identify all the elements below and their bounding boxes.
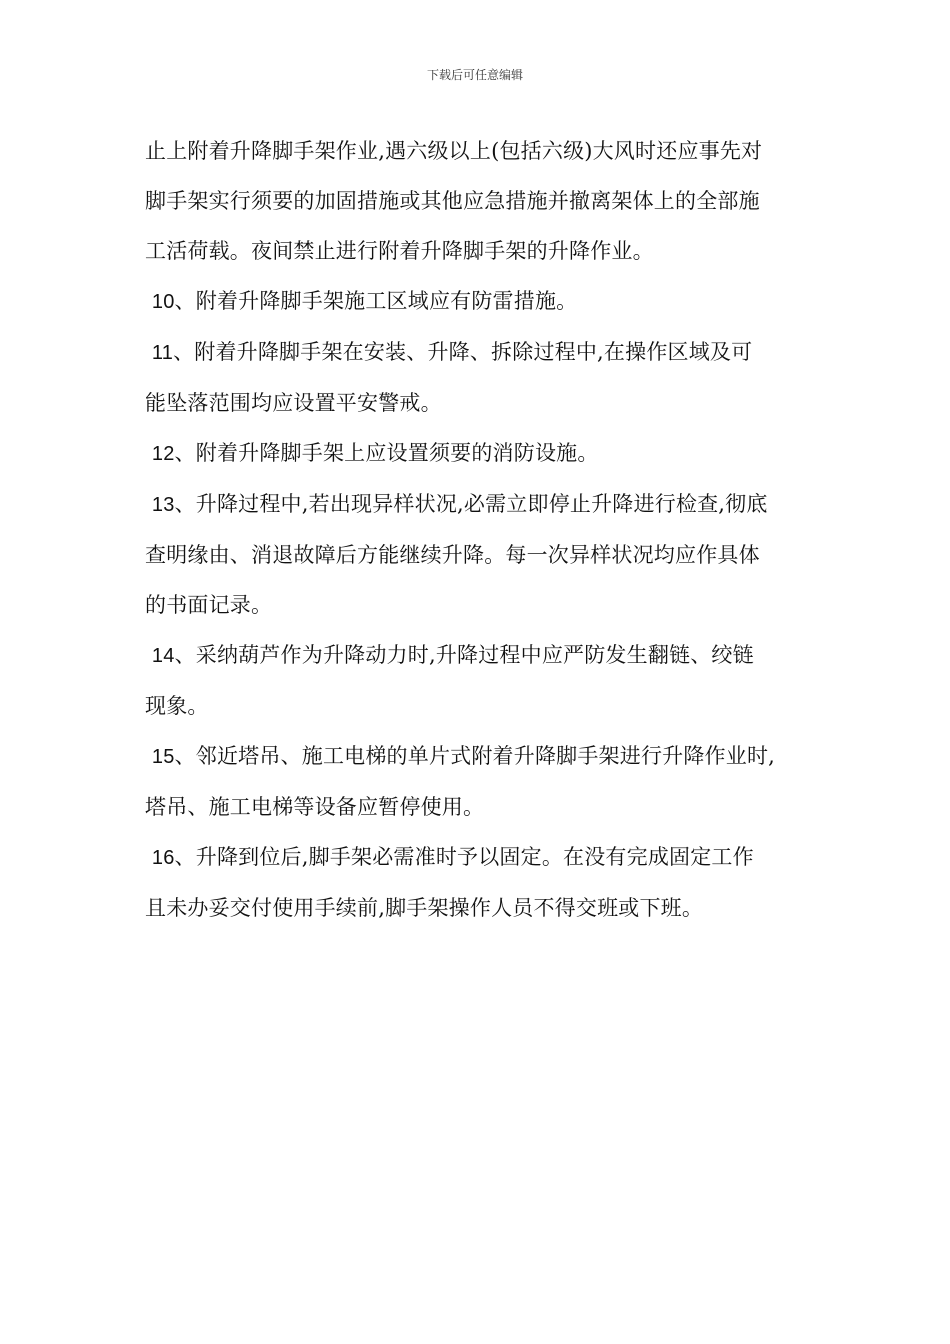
item-text: 、附着升降脚手架在安装、升降、拆除过程中,在操作区域及可 (173, 340, 753, 364)
paragraph-line (145, 428, 813, 479)
paragraph-line: 能坠落范围均应设置平安警戒。 (145, 391, 442, 415)
paragraph-line: 且未办妥交付使用手续前,脚手架操作人员不得交班或下班。 (145, 896, 704, 920)
item-number: 12 (151, 443, 175, 465)
paragraph-line: 塔吊、施工电梯等设备应暂停使用。 (145, 795, 485, 819)
page-header: 下载后可任意编辑 (426, 68, 523, 82)
item-text: 、附着升降脚手架上应设置须要的消防设施。 (174, 441, 599, 465)
item-number: 16 (151, 847, 175, 869)
item-text: 、升降到位后,脚手架必需准时予以固定。在没有完成固定工作 (174, 845, 754, 869)
item-text: 、附着升降脚手架施工区域应有防雷措施。 (174, 289, 578, 313)
item-number: 14 (151, 645, 175, 667)
item-text: 、采纳葫芦作为升降动力时,升降过程中应严防发生翻链、绞链 (174, 643, 754, 667)
paragraph-item-14 (145, 630, 813, 731)
paragraph-item-13 (145, 479, 813, 630)
paragraph-continuation (145, 126, 813, 276)
paragraph-line: 查明缘由、消退故障后方能继续升降。每一次异样状况均应作具体 (145, 543, 760, 567)
document-body (145, 126, 813, 933)
paragraph-line (145, 630, 813, 681)
paragraph-line: 的书面记录。 (145, 593, 273, 617)
paragraph-line: 脚手架实行须要的加固措施或其他应急措施并撤离架体上的全部施 (145, 189, 760, 213)
paragraph-line: 止上附着升降脚手架作业,遇六级以上(包括六级)大风时还应事先对 (145, 139, 763, 163)
paragraph-line: 现象。 (145, 694, 209, 718)
paragraph-item-10 (145, 276, 813, 327)
paragraph-item-11 (145, 327, 813, 428)
paragraph-line (145, 276, 813, 327)
paragraph-item-15 (145, 731, 813, 832)
paragraph-line (145, 731, 813, 782)
paragraph-line (145, 479, 813, 530)
paragraph-line (145, 327, 813, 378)
paragraph-item-12 (145, 428, 813, 479)
paragraph-line: 工活荷载。夜间禁止进行附着升降脚手架的升降作业。 (145, 239, 654, 263)
paragraph-line (145, 832, 813, 883)
item-text: 、升降过程中,若出现异样状况,必需立即停止升降进行检查,彻底 (174, 492, 768, 516)
item-number: 15 (151, 746, 175, 768)
item-number: 10 (151, 291, 175, 313)
item-number: 11 (151, 342, 174, 364)
paragraph-item-16 (145, 832, 813, 933)
item-text: 、邻近塔吊、施工电梯的单片式附着升降脚手架进行升降作业时, (174, 744, 776, 768)
item-number: 13 (151, 494, 175, 516)
